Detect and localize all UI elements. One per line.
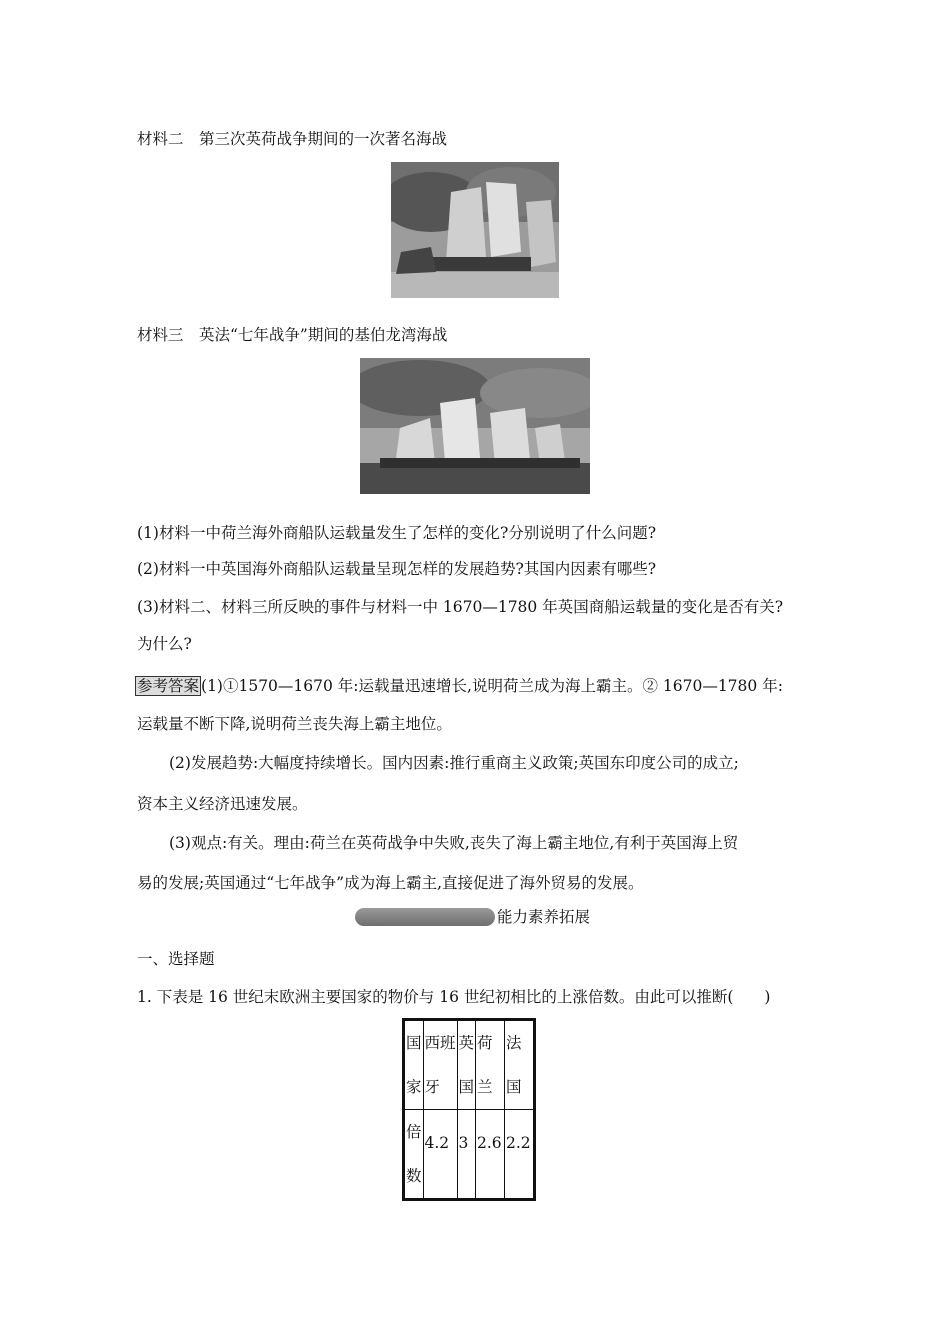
table-row — [404, 1110, 535, 1200]
section-bar — [355, 908, 495, 926]
answer-3-line-2: 易的发展;英国通过“七年战争”成为海上霸主,直接促进了海外贸易的发展。 — [137, 874, 644, 892]
question-3: (3)材料二、材料三所反映的事件与材料一中 1670—1780 年英国商船运载量的变化是否有关? — [137, 598, 784, 616]
naval-battle-image-1 — [391, 162, 559, 298]
table-cell-country: 法国 — [505, 1020, 535, 1110]
choice-question-1: 1. 下表是 16 世纪末欧洲主要国家的物价与 16 世纪初相比的上涨倍数。由此可以推断( ) — [137, 988, 771, 1006]
table-header-label: 国家 — [404, 1020, 424, 1110]
reference-answer-badge: 参考答案 — [137, 677, 200, 695]
answer-3-line-1: (3)观点:有关。理由:荷兰在英荷战争中失败,丧失了海上霸主地位,有利于英国海上贸 — [169, 834, 739, 852]
material3-caption: 材料三 英法“七年战争”期间的基伯龙湾海战 — [137, 326, 448, 344]
material2-caption: 材料二 第三次英荷战争期间的一次著名海战 — [137, 130, 448, 148]
table-cell-country: 荷兰 — [476, 1020, 505, 1110]
table-row — [404, 1020, 535, 1110]
naval-battle-image-2 — [360, 358, 590, 494]
table-cell-country: 西班牙 — [423, 1020, 457, 1110]
answer-1-text: (1)①1570—1670 年:运载量迅速增长,说明荷兰成为海上霸主。② 1670—1780 年: — [201, 677, 783, 695]
answer-2-line-2: 资本主义经济迅速发展。 — [137, 795, 308, 813]
table-cell-value: 4.2 — [423, 1110, 457, 1200]
section-subtitle: 一、选择题 — [137, 950, 215, 968]
section-title: 能力素养拓展 — [497, 908, 591, 926]
table-cell-value: 2.6 — [476, 1110, 505, 1200]
table-row-label: 倍数 — [404, 1110, 424, 1200]
table-cell-country: 英国 — [457, 1020, 476, 1110]
answer-1-line-2: 运载量不断下降,说明荷兰丧失海上霸主地位。 — [137, 715, 452, 733]
table-cell-value: 2.2 — [505, 1110, 535, 1200]
answer-1-line-1 — [135, 675, 783, 697]
answer-2-line-1: (2)发展趋势:大幅度持续增长。国内因素:推行重商主义政策;英国东印度公司的成立; — [169, 754, 739, 772]
question-2: (2)材料一中英国海外商船队运载量呈现怎样的发展趋势?其国内因素有哪些? — [137, 560, 657, 578]
table-cell-value: 3 — [457, 1110, 476, 1200]
question-1: (1)材料一中荷兰海外商船队运载量发生了怎样的变化?分别说明了什么问题? — [137, 524, 657, 542]
question-3-continued: 为什么? — [137, 635, 192, 653]
price-increase-table — [402, 1018, 536, 1201]
